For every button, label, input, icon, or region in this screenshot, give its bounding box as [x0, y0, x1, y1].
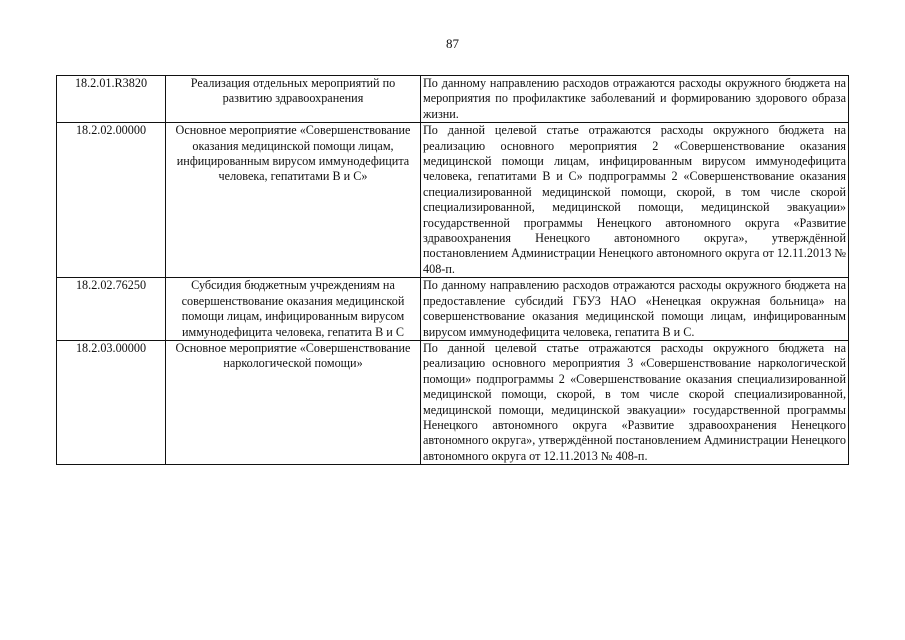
target-article-code: 18.2.03.00000 [57, 340, 166, 464]
target-article-name: Субсидия бюджетным учреждениям на совершенствование оказания медицинской помощи лицам, инфицированным вирусом иммунодефицита человека, гепатита В и С [166, 278, 421, 341]
target-article-name: Основное мероприятие «Совершенствование оказания медицинской помощи лицам, инфицированным вирусом иммунодефицита человека, гепатитами В и С» [166, 123, 421, 278]
table-row [57, 278, 849, 341]
target-article-description: По данной целевой статье отражаются расходы окружного бюджета на реализацию основного мероприятия 2 «Совершенствование оказания медицинской помощи лицам, инфицированным вирусом иммунодефицита человека, гепатитами В и С» подпрограммы 2 «Совершенствование оказания специализированной медицинской помощи, скорой, в том числе скорой специализированной, медицинской помощи, медицинской эвакуации» государственной программы Ненецкого автономного округа «Развитие здравоохранения Ненецкого автономного округа», утверждённой постановлением Администрации Ненецкого автономного округа от 12.11.2013 № 408-п. [421, 123, 849, 278]
target-article-description: По данному направлению расходов отражаются расходы окружного бюджета на мероприятия по профилактике заболеваний и формированию здорового образа жизни. [421, 76, 849, 123]
budget-classification-table [56, 75, 849, 465]
target-article-name: Основное мероприятие «Совершенствование наркологической помощи» [166, 340, 421, 464]
target-article-code: 18.2.02.76250 [57, 278, 166, 341]
table-row [57, 76, 849, 123]
table-row [57, 123, 849, 278]
table-row [57, 340, 849, 464]
page-number: 87 [446, 36, 459, 51]
target-article-code: 18.2.01.R3820 [57, 76, 166, 123]
target-article-name: Реализация отдельных мероприятий по развитию здравоохранения [166, 76, 421, 123]
target-article-description: По данному направлению расходов отражаются расходы окружного бюджета на предоставление субсидий ГБУЗ НАО «Ненецкая окружная больница» на совершенствование оказания медицинской помощи лицам, инфицированным вирусом иммунодефицита человека, гепатита В и С. [421, 278, 849, 341]
target-article-description: По данной целевой статье отражаются расходы окружного бюджета на реализацию основного мероприятия 3 «Совершенствование наркологической помощи» подпрограммы 2 «Совершенствование оказания специализированной медицинской помощи, скорой, в том числе скорой специализированной, медицинской помощи, медицинской эвакуации» государственной программы Ненецкого автономного округа «Развитие здравоохранения Ненецкого автономного округа», утверждённой постановлением Администрации Ненецкого автономного округа от 12.11.2013 № 408-п. [421, 340, 849, 464]
target-article-code: 18.2.02.00000 [57, 123, 166, 278]
